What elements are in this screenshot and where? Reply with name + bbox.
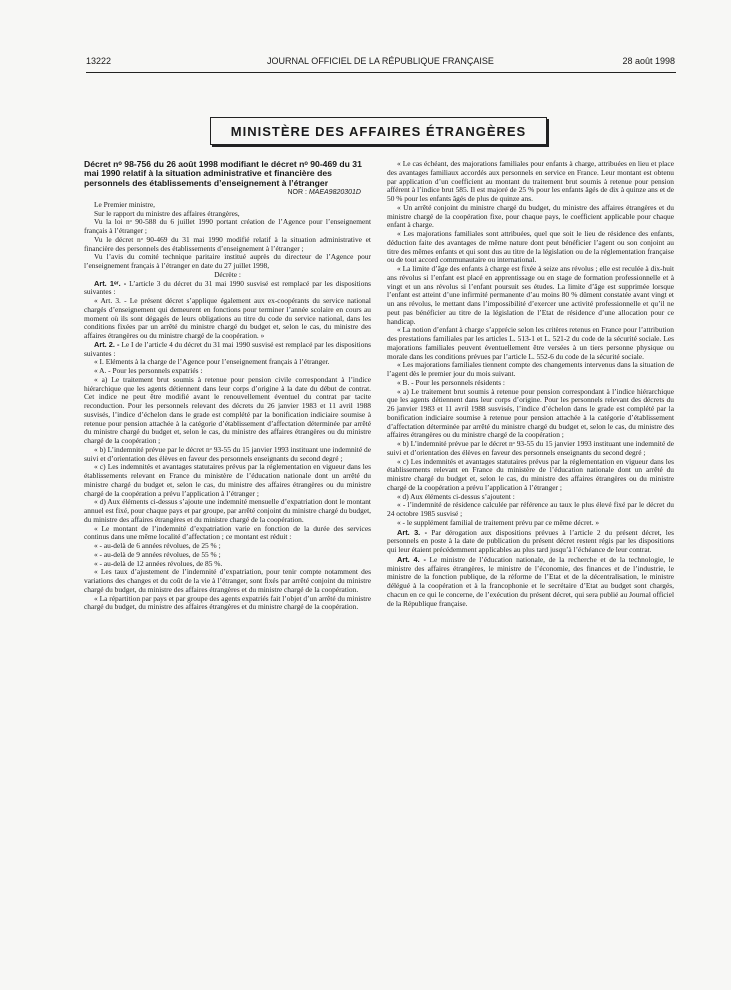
paragraph: « d) Aux éléments ci-dessus s’ajoutent : <box>397 491 515 501</box>
paragraph: « b) L’indemnité prévue par le décret nᵒ 93-55 du 15 janvier 1993 instituant une indemnité de suivi et d’orientation des élèves en faveur des personnels enseignants du second degré ; <box>84 444 371 463</box>
paragraph: « Art. 3. - Le présent décret s’applique également aux ex-coopérants du service national chargés d’enseignement qui demeurent en fonctions pour terminer l’année scolaire en cours au moment où ils sont dégagés de leurs obligations au titre du code du service national, dans les conditions fixées par un arrêté du ministre chargé du budget et, selon le cas, du ministre des affaires étrangères ou du ministre chargé de la coopération. » <box>84 296 371 341</box>
journal-title: JOURNAL OFFICIEL DE LA RÉPUBLIQUE FRANÇAISE <box>267 56 494 66</box>
paragraph: « b) L’indemnité prévue par le décret nᵒ 93-55 du 15 janvier 1993 instituant une indemnité de suivi et d’orientation des élèves en faveur des personnels enseignants du second degré ; <box>387 439 674 457</box>
nor-label: NOR : <box>287 189 307 197</box>
page-header <box>86 56 675 70</box>
paragraph: « La notion d’enfant à charge s’apprécie selon les critères retenus en France pour l’attribution des prestations familiales par les articles L. 513-1 et L. 521-2 du code de la sécurité sociale. Les majorations familiales peuvent éventuellement être versées à un tiers personne physique ou morale dans les conditions prévues par l’article L. 552-6 du code de la sécurité sociale. <box>387 325 674 361</box>
paragraph: « a) Le traitement brut soumis à retenue pour pension correspondant à l’indice hiérarchique que les agents détiennent dans leur corps d’origine. Pour les personnels relevant des décrets du 26 janvier 1983 et 11 avril 1988 susvisés, l’indice d’échelon dans le grade est complété par la bonification indiciaire soumise à retenue pour pension attachée à la catégorie d’établissement d’affectation déterminée par arrêté du ministre chargé du budget et, selon le cas, du ministre des affaires étrangères ou du ministre chargé de la coopération ; <box>387 386 674 440</box>
paragraph: Sur le rapport du ministre des affaires étrangères, <box>94 208 240 218</box>
paragraph: « I. Eléments à la charge de l’Agence pour l’enseignement français à l’étranger. <box>94 357 330 367</box>
publication-date: 28 août 1998 <box>622 56 675 66</box>
article-2 <box>84 341 371 359</box>
list-item: « - au-delà de 9 années révolues, de 55 % ; <box>94 549 221 559</box>
paragraph: « La limite d’âge des enfants à charge est fixée à seize ans révolus ; elle est reculée à dix-huit ans révolus si l’enfant est placé en apprentissage ou en stage de formation professionnelle et à vingt et un ans révolus si l’enfant poursuit ses études. La limite d’âge est supprimée lorsque l’enfant est atteint d’une infirmité permanente d’au moins 80 % dûment constatée avant vingt et un ans révolus, le mettant dans l’impossibilité d’exercer une activité professionnelle et qu’il ne peut pas bénéficier au titre de la législation de l’Etat de résidence d’une allocation pour ce handicap. <box>387 264 674 326</box>
paragraph: « c) Les indemnités et avantages statutaires prévus par la réglementation en vigueur dans les établissements relevant en France du ministère de l’éducation nationale dont un arrêté du ministre chargé du budget et, selon le cas, du ministre des affaires étrangères ou du ministre chargé de la coopération a prévu l’application à l’étranger ; <box>84 462 371 498</box>
paragraph: « Le cas échéant, des majorations familiales pour enfants à charge, attribuées en lieu et place des avantages familiaux accordés aux personnels en service en France. Leur montant est obtenu par application d’un coefficient au montant du traitement brut soumis à retenue pour pension afférent à l’indice brut 585. Il est majoré de 25 % pour les enfants âgés de dix à quinze ans et de 50 % pour les enfants âgés de plus de quinze ans. <box>387 159 674 203</box>
left-column <box>84 160 371 612</box>
article-2-label: Art. 2. - <box>94 339 120 349</box>
paragraph: « c) Les indemnités et avantages statutaires prévus par la réglementation en vigueur dans les établissements relevant en France du ministère de l’éducation nationale dont un arrêté du ministre chargé du budget et, selon le cas, du ministre des affaires étrangères ou du ministre chargé de la coopération a prévu l’application à l’étranger ; <box>387 456 674 492</box>
article-3-label: Art. 3. - <box>397 527 428 537</box>
paragraph: Vu l’avis du comité technique paritaire institué auprès du directeur de l’Agence pour l’enseignement français à l’étranger en date du 27 juillet 1998, <box>84 252 371 271</box>
article-1-text: L’article 3 du décret du 31 mai 1990 susvisé est remplacé par les dispositions suivantes : <box>84 278 371 297</box>
paragraph: « La répartition par pays et par groupe des agents expatriés fait l’objet d’un arrêté du ministre chargé du budget, du ministre des affaires étrangères et du ministre chargé de la coopération. <box>84 593 371 612</box>
paragraph: « Les taux d’ajustement de l’indemnité d’expatriation, pour tenir compte notamment des variations des changes et du coût de la vie à l’étranger, sont fixés par arrêté conjoint du ministre chargé du budget, du ministre des affaires étrangères et du ministre chargé de la coopération. <box>84 567 371 594</box>
article-4 <box>387 556 674 609</box>
decree-title: Décret nᵒ 98-756 du 26 août 1998 modifiant le décret nᵒ 90-469 du 31 mai 1990 relatif à la situation administrative et financière des personnels des établissements d’enseignement à l’étranger <box>84 159 362 188</box>
header-rule <box>86 72 676 73</box>
nor-reference <box>84 189 361 198</box>
paragraph: « Les majorations familiales sont attribuées, quel que soit le lieu de résidence des enfants, déduction faite des avantages de même nature dont peut bénéficier l’agent ou son conjoint au titre des mêmes enfants et qui sont dus au titre de la législation ou de la réglementation française ou de tout accord communautaire ou international. <box>387 229 674 265</box>
article-3-text: Par dérogation aux dispositions prévues à l’article 2 du présent décret, les personnels en poste à la date de publication du présent décret restent régis par les dispositions qui leur étaient précédemment applicables au plus tard jusqu’à l’échéance de leur contrat. <box>387 527 674 554</box>
right-column <box>387 160 674 608</box>
list-item: « - le supplément familial de traitement prévu par ce même décret. » <box>397 517 600 527</box>
list-item: « - au-delà de 6 années révolues, de 25 % ; <box>94 541 221 551</box>
article-2-text: Le I de l’article 4 du décret du 31 mai 1990 susvisé est remplacé par les dispositions suivantes : <box>84 339 371 358</box>
paragraph: « Le montant de l’indemnité d’expatriation varie en fonction de la durée des services continus dans une même localité d’affectation ; ce montant est réduit : <box>84 523 371 542</box>
paragraph: « d) Aux éléments ci-dessus s’ajoute une indemnité mensuelle d’expatriation dont le montant annuel est fixé, pour chaque pays et par groupe, par arrêté conjoint du ministre chargé du budget, du ministre des affaires étrangères et du ministre chargé de la coopération. <box>84 497 371 524</box>
paragraph: « Un arrêté conjoint du ministre chargé du budget, du ministre des affaires étrangères et du ministre chargé de la coopération fixe, pour chaque pays, le coefficient applicable pour chaque enfant à charge. <box>387 202 674 230</box>
article-1 <box>84 280 371 298</box>
article-4-label: Art. 4. - <box>397 554 426 564</box>
nor-value: MAEA9820301D <box>308 189 361 197</box>
paragraph: « B. - Pour les personnels résidents : <box>397 377 505 387</box>
page-number: 13222 <box>86 56 112 66</box>
paragraph: Vu la loi nᵒ 90-588 du 6 juillet 1990 portant création de l’Agence pour l’enseignement français à l’étranger ; <box>84 217 371 236</box>
paragraph: « Les majorations familiales tiennent compte des changements intervenus dans la situation de l’agent dès le premier jour du mois suivant. <box>387 360 674 378</box>
ministry-heading: MINISTÈRE DES AFFAIRES ÉTRANGÈRES <box>210 117 547 145</box>
article-4-text: Le ministre de l’éducation nationale, de la recherche et de la technologie, le ministre des affaires étrangères, le ministre de l’économie, des finances et de l’industrie, le ministre de la fonction publique, de la réforme de l’Etat et de la décentralisation, le ministre délégué à la coopération et à la francophonie et le secrétaire d’Etat au budget sont chargés, chacun en ce qui le concerne, de l’exécution du présent décret, qui sera publié au Journal officiel de la République française. <box>387 554 674 608</box>
list-item: « - au-delà de 12 années révolues, de 85 %. <box>94 558 223 568</box>
paragraph: Vu le décret nᵒ 90-469 du 31 mai 1990 modifié relatif à la situation administrative et financière des personnels des établissements d’enseignement à l’étranger ; <box>84 234 371 253</box>
list-item: « - l’indemnité de résidence calculée par référence au taux le plus élevé fixé par le décret du 24 octobre 1985 susvisé ; <box>387 500 674 518</box>
article-3 <box>387 529 674 555</box>
paragraph: Le Premier ministre, <box>94 199 155 209</box>
paragraph: « a) Le traitement brut soumis à retenue pour pension civile correspondant à l’indice hiérarchique que les agents détiennent dans leur corps d’origine à la date du début de contrat. Cet indice ne peut être modifié avant le renouvellement éventuel du contrat par tacite reconduction. Pour les personnels relevant des décrets du 26 janvier 1983 et 11 avril 1988 susvisés, l’indice d’échelon dans le grade est complété par la bonification indiciaire soumise à retenue pour pension attachée à la catégorie d’établissement d’affectation déterminée par arrêté du ministre chargé du budget et, selon le cas, du ministre des affaires étrangères ou du ministre chargé de la coopération ; <box>84 374 371 446</box>
paragraph: « A. - Pour les personnels expatriés : <box>94 366 203 376</box>
article-1-label: Art. 1ᵉʳ. - <box>94 278 127 288</box>
decrete-heading: Décrète : <box>214 269 241 279</box>
